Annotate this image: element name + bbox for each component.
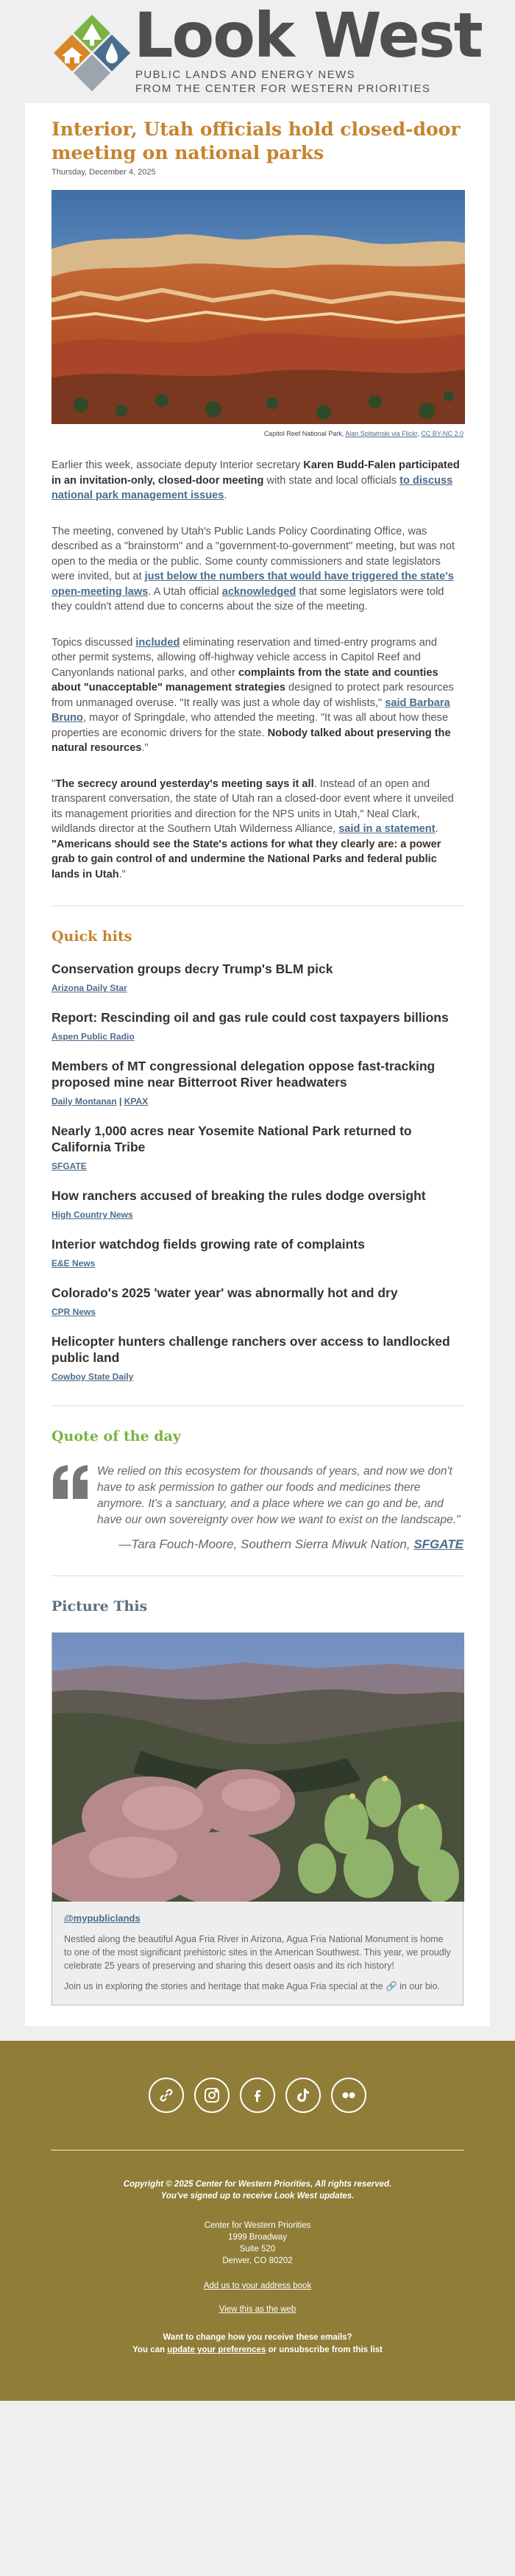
article-paragraph-3 [52,635,464,756]
view-on-web-link[interactable]: View this as the web [219,2305,296,2314]
copyright-text: Copyright © 2025 Center for Western Priorities, All rights reserved. [123,2180,392,2189]
p2-text-b: . A Utah official [148,585,222,598]
article-date: Thursday, December 4, 2025 [52,168,156,177]
agua-fria-photo [52,1633,464,1902]
p2-link-1[interactable]: just below the numbers that would have triggered the state's open-meeting laws [52,571,454,598]
quick-hit-sources [52,983,464,993]
quick-hit-source-link[interactable]: High Country News [52,1210,133,1220]
picture-text-2: Join us in exploring the stories and heritage that make Agua Fria special at the 🔗 in our bio. [64,1981,440,1991]
footer-copyright [0,2178,515,2202]
p2-text-a: The meeting, convened by Utah's Public Lands Policy Coordinating Office, was described as a "brainstorm" and a "government-to-government" meeting, but was not open to the media or the public. Some county commissioners and state legislators were invited, but at [52,525,455,582]
quote-source-link[interactable]: SFGATE [413,1537,464,1551]
p4-text-d: ." [118,868,126,881]
p3-bold-2: Nobody talked about preserving the natural resources [52,727,451,754]
quick-hit-title[interactable]: Colorado's 2025 'water year' was abnormally hot and dry [52,1285,398,1300]
quick-hit-source-link[interactable]: Aspen Public Radio [52,1031,135,1042]
canyon-landscape-image [52,190,465,424]
p3-text-e: ." [141,742,149,754]
quick-hit-sources [52,1258,464,1268]
brand-tagline [135,68,430,96]
change-question: Want to change how you receive these emails? [163,2333,352,2342]
quick-hit-sources [52,1210,464,1220]
quick-hit-item [52,1188,464,1220]
address-line: 1999 Broadway [228,2233,287,2242]
view-web-row [0,2305,515,2314]
you-can-text: You can [132,2346,168,2354]
article-paragraph-1 [52,458,464,504]
quick-hit-source-link[interactable]: Cowboy State Daily [52,1372,134,1382]
article-paragraph-4 [52,777,464,883]
p3-link-1[interactable]: included [135,636,180,649]
address-line: Suite 520 [239,2245,276,2254]
p3-text-d: , mayor of Springdale, who attended the meeting. "It was all about how these properties are economic drivers for the state. [52,712,448,739]
quote-attribution-text: —Tara Fouch-Moore, Southern Sierra Miwuk Nation, [118,1537,414,1551]
quick-hit-source-link[interactable]: CPR News [52,1307,96,1317]
link-icon[interactable] [149,2078,184,2113]
hero-image-capitol-reef [52,190,465,424]
newsletter-body [25,103,490,2026]
picture-this-title: Picture This [52,1598,148,1615]
quick-hit-sources [52,1307,464,1317]
look-west-logo-icon [52,13,132,91]
address-line: Center for Western Priorities [204,2221,311,2230]
quick-hit-source-link[interactable]: KPAX [124,1096,149,1107]
quick-hit-item [52,1333,464,1382]
p3-bold-1: complaints from the state and counties about "unacceptable" management strategies [52,666,438,694]
quote-attribution [52,1537,464,1552]
quick-hit-source-link[interactable]: E&E News [52,1258,96,1268]
quote-text: We relied on this ecosystem for thousands of years, and now we don't have to ask permission to gather our foods and medicines there anymore. It's a sanctuary, and a place where we can go and be, and have our own sovereignty over how we want to exist on the landscape." [97,1465,461,1526]
social-links [0,2078,515,2113]
unsubscribe-text: or unsubscribe from this list [266,2346,383,2354]
quick-hit-item [52,1009,464,1042]
brand-title: Look West [134,0,482,71]
add-address-row [0,2282,515,2290]
instagram-handle-link[interactable]: @mypubliclands [64,1913,141,1924]
section-divider [52,1575,464,1576]
quick-hit-title[interactable]: Conservation groups decry Trump's BLM pick [52,961,333,976]
quick-hits-list [52,961,464,1382]
newsletter-header [0,0,515,103]
article-paragraph-2 [52,524,464,615]
p2-link-2[interactable]: acknowledged [221,585,296,598]
p3-text-a: Topics discussed [52,636,136,649]
tiktok-icon[interactable] [285,2078,321,2113]
quick-hit-item [52,961,464,993]
instagram-icon[interactable] [194,2078,230,2113]
quick-hit-item [52,1236,464,1268]
quick-hit-source-link[interactable]: Arizona Daily Star [52,983,127,993]
p3-link-2[interactable]: said Barbara Bruno [52,696,450,724]
caption-credit-link[interactable]: Alan Spitwinski via Flickr [345,430,418,437]
p2-text-c: that some legislators were told they couldn't attend due to concerns about the size of the meeting. [52,585,444,613]
picture-caption [52,1902,463,2005]
signup-text: You've signed up to receive Look West updates. [160,2192,355,2201]
p3-text-b: eliminating reservation and timed-entry programs and other permit systems, allowing off-highway vehicle access in Capitol Reef and Canyonlands national parks, and other [52,636,437,679]
quick-hit-title[interactable]: Nearly 1,000 acres near Yosemite National Park returned to California Tribe [52,1123,412,1154]
quick-hit-title[interactable]: How ranchers accused of breaking the rules dodge oversight [52,1188,426,1203]
p4-bold-1: The secrecy around yesterday's meeting says it all [55,777,314,790]
quick-hit-title[interactable]: Helicopter hunters challenge ranchers over access to landlocked public land [52,1334,450,1365]
quote-of-the-day-title: Quote of the day [52,1428,181,1444]
footer-preferences [0,2332,515,2357]
address-line: Denver, CO 80202 [222,2256,293,2265]
quick-hit-source-link[interactable]: Daily Montanan [52,1096,117,1107]
quick-hit-item [52,1123,464,1171]
picture-card [52,1632,464,2005]
quick-hit-item [52,1058,464,1107]
quick-hit-sources [52,1161,464,1171]
quick-hit-item [52,1285,464,1317]
quote-mark-icon [52,1464,90,1500]
add-to-address-book-link[interactable]: Add us to your address book [203,2282,312,2290]
p4-text-b: . Instead of an open and transparent conversation, the state of Utah ran a closed-door event where it unveiled its management priorities and direction for the NPS units in Utah," Neal Clark, wildlands director at the Southern Utah Wilderness Alliance, [52,777,454,835]
p1-text-d: . [224,490,227,501]
preferences-line [0,2344,515,2357]
p1-link[interactable]: to discuss national park management issues [52,474,453,501]
p4-bold-2: "Americans should see the State's actions for what they clearly are: a power grab to gain control of and undermine the National Parks and federal public lands in Utah [52,838,441,881]
tagline-line-1: PUBLIC LANDS AND ENERGY NEWS [135,68,355,81]
p1-bold: Karen Budd-Falen participated in an invitation-only, closed-door meeting [52,459,460,487]
footer-address [0,2220,515,2267]
quick-hit-sources [52,1372,464,1382]
p4-text-a: " [52,777,56,790]
source-separator: | [116,1096,124,1107]
quick-hit-title[interactable]: Interior watchdog fields growing rate of complaints [52,1237,365,1252]
quote-block [52,1464,464,1552]
tagline-line-2: FROM THE CENTER FOR WESTERN PRIORITIES [135,82,431,95]
quick-hit-source-link[interactable]: SFGATE [52,1161,87,1171]
quick-hit-title[interactable]: Report: Rescinding oil and gas rule could cost taxpayers billions [52,1010,449,1025]
quick-hits-title: Quick hits [52,928,132,945]
p4-text-c: . [435,823,438,835]
section-divider [52,1405,464,1406]
hero-caption: Capitol Reef National Park, Alan Spitwinski via Flickr, CC BY-NC 2.0 [263,430,464,437]
facebook-icon[interactable] [240,2078,275,2113]
p4-link-1[interactable]: said in a statement [338,823,436,835]
flickr-icon[interactable] [331,2078,366,2113]
desert-canyon-image [52,1633,464,1902]
picture-text-1: Nestled along the beautiful Agua Fria River in Arizona, Agua Fria National Monument is home to one of the most significant prehistoric sites in the American Southwest. This year, we proudly celebrate 25 years of preserving and sharing this desert oasis and its rich history! [64,1934,451,1971]
quick-hit-title[interactable]: Members of MT congressional delegation oppose fast-tracking proposed mine near Bitterroot River headwaters [52,1059,436,1090]
p1-text-a: Earlier this week, associate deputy Interior secretary [52,459,304,471]
update-preferences-link[interactable]: update your preferences [167,2346,266,2354]
caption-license-link[interactable]: CC BY-NC 2.0 [421,430,464,437]
caption-text: Capitol Reef National Park, [263,430,344,437]
p3-text-c: designed to protect park resources from unmanaged overuse. "It really was just a whole day of wishlists," [52,682,454,709]
quick-hit-sources [52,1096,464,1107]
article-headline: Interior, Utah officials hold closed-door meeting on national parks [52,119,461,163]
newsletter-footer [0,2041,515,2401]
p1-text-c: with state and local officials [263,474,400,487]
quick-hit-sources [52,1031,464,1042]
